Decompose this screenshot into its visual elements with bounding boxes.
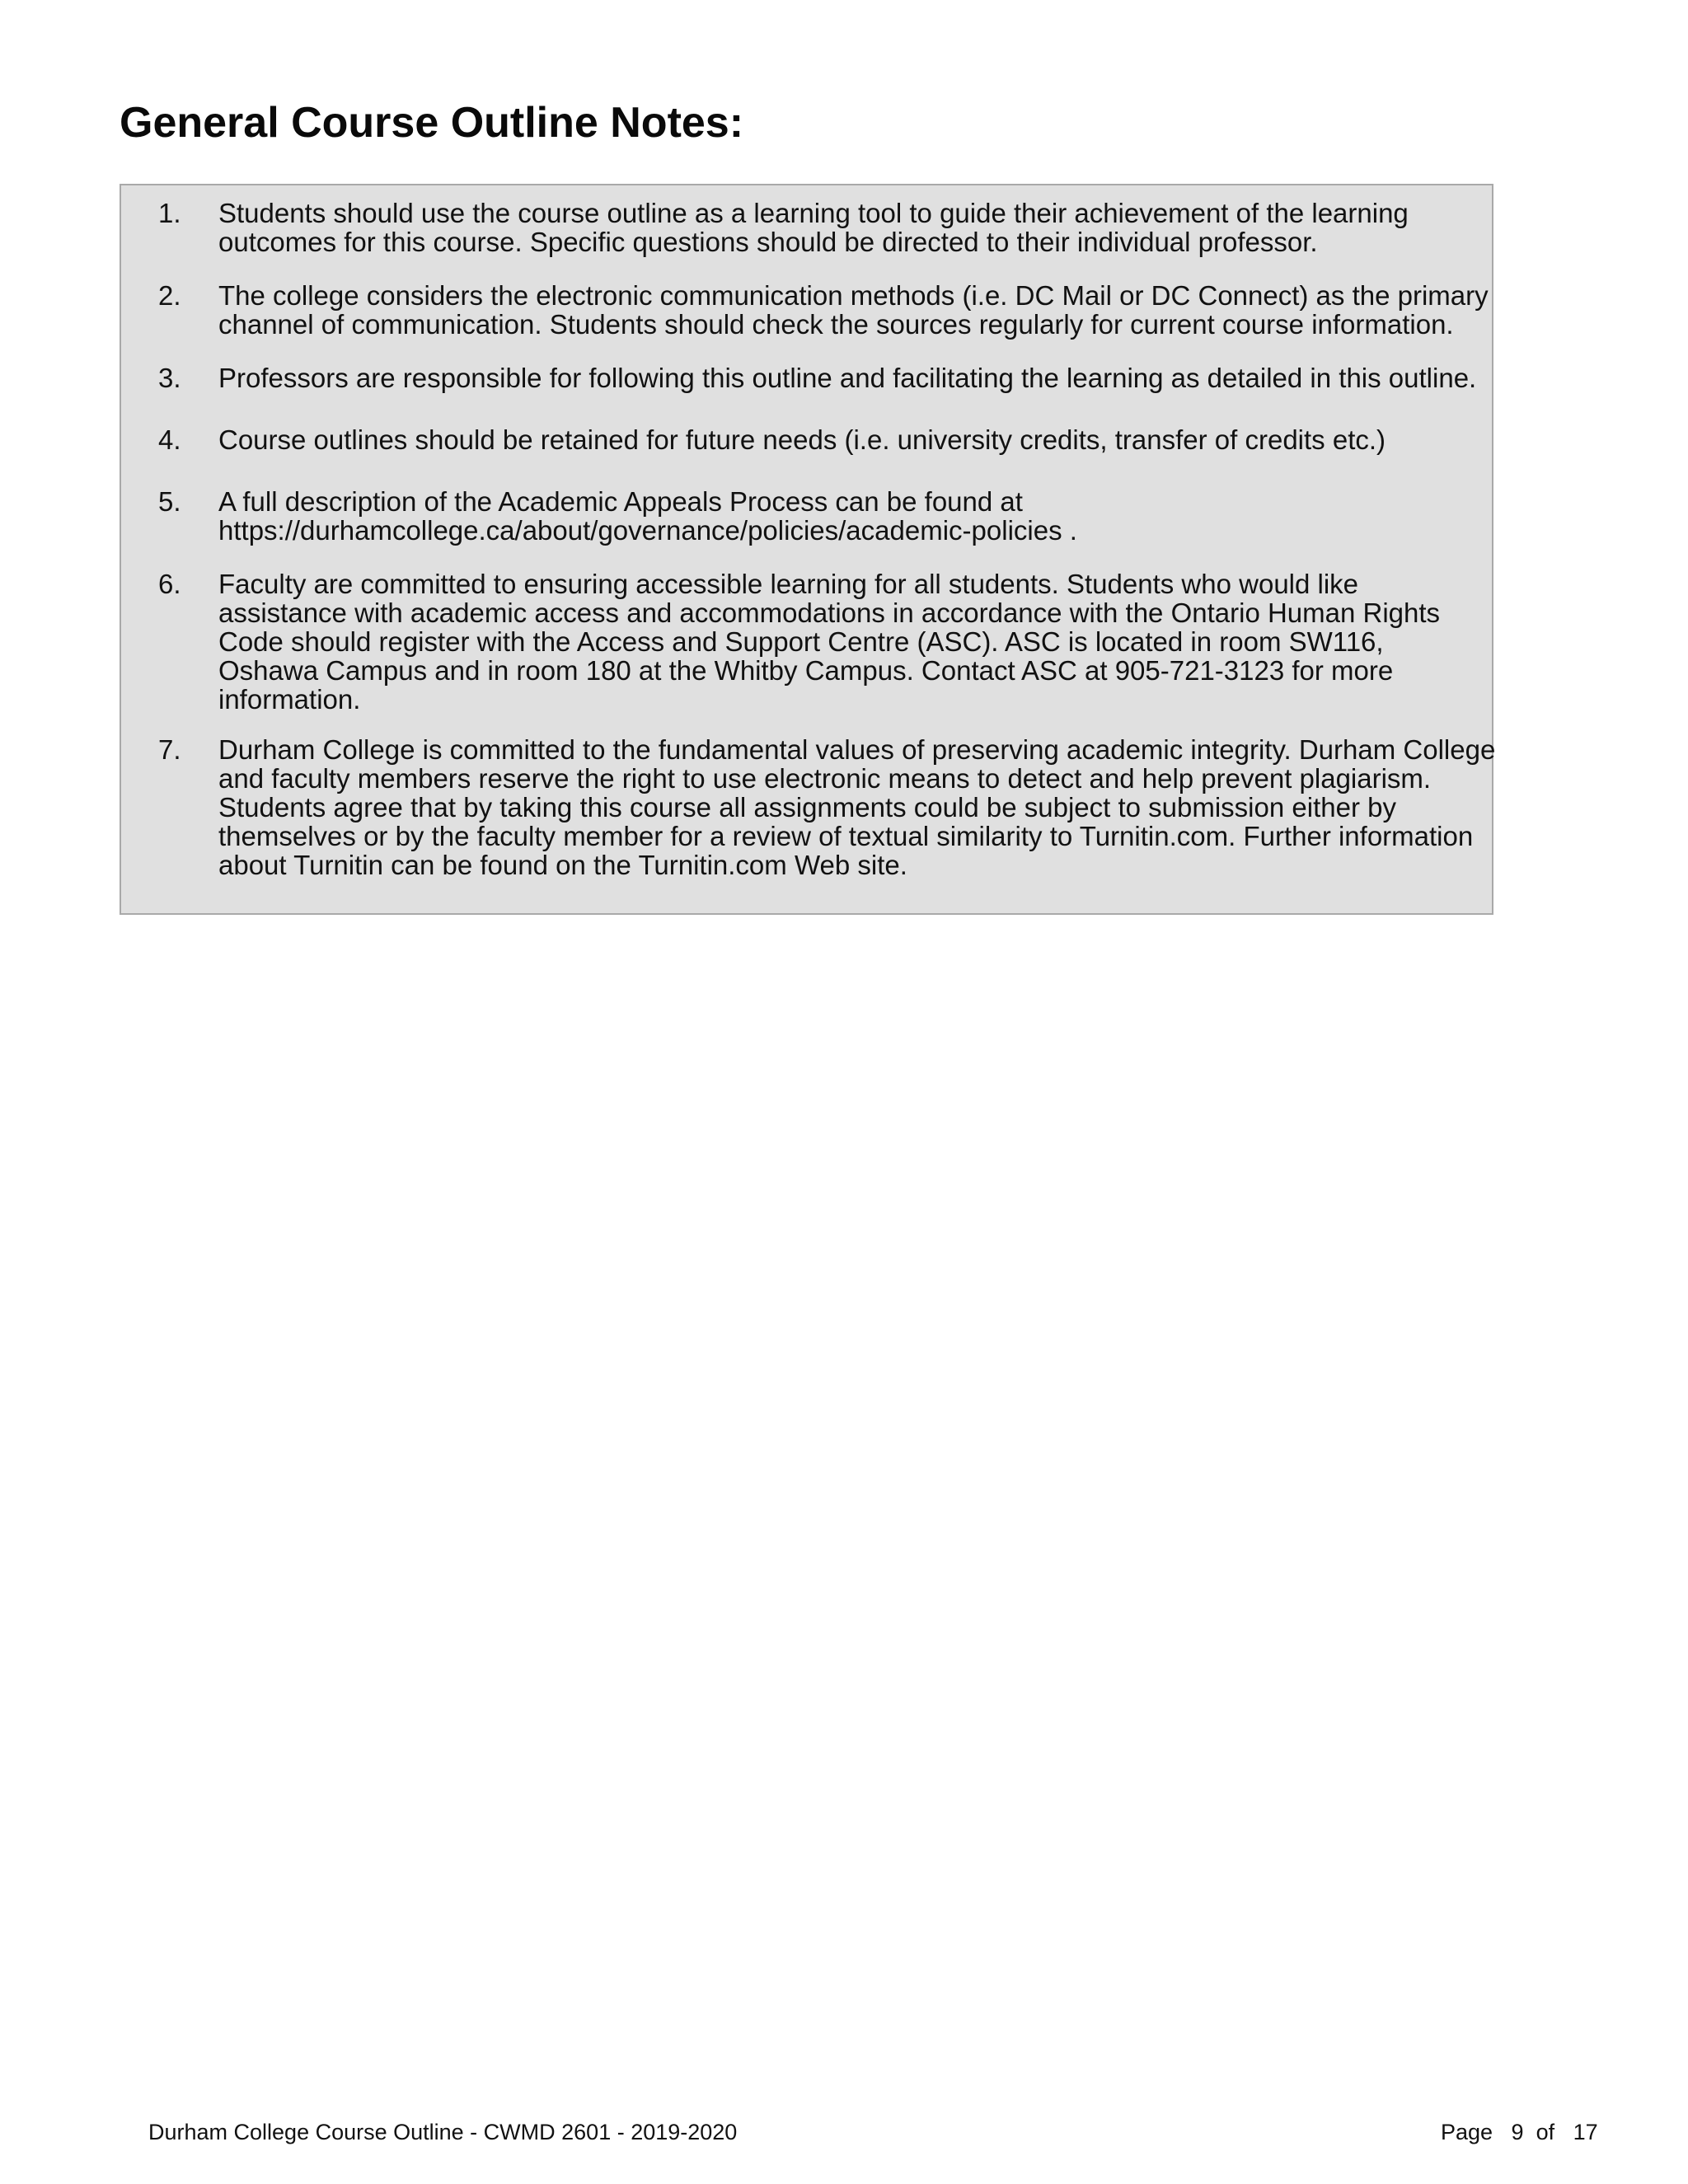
footer-page-number: Page 9 of 17 <box>1441 2120 1598 2144</box>
note-number: 7. <box>158 734 181 765</box>
page-title: General Course Outline Notes: <box>120 99 744 147</box>
course-notes-box <box>120 184 1496 915</box>
footer-course-label: Durham College Course Outline - CWMD 2601 - 2019-2020 <box>148 2120 738 2144</box>
note-text: Faculty are committed to ensuring accessible learning for all students. Students who would like assistance with academic access and accommodations in accordance with the Ontario Human Rights Code should register with the Access and Support Centre (ASC). ASC is located in room SW116, Oshawa Campus and in room 180 at the Whitby Campus. Contact ASC at 905-721-3123 for more information. <box>218 569 1441 715</box>
note-number: 3. <box>158 363 181 393</box>
note-text: The college considers the electronic communication methods (i.e. DC Mail or DC Connect) as the primary channel of communication. Students should check the sources regularly for current course information. <box>218 280 1489 340</box>
note-number: 4. <box>158 424 181 455</box>
note-text: Course outlines should be retained for future needs (i.e. university credits, transfer of credits etc.) <box>218 424 1386 455</box>
note-text: A full description of the Academic Appeals Process can be found at https://durhamcollege.ca/about/governance/policies/academic-policies . <box>218 486 1077 546</box>
note-text: Professors are responsible for following this outline and facilitating the learning as detailed in this outline. <box>218 363 1477 393</box>
note-number: 1. <box>158 198 181 228</box>
note-text: Students should use the course outline as a learning tool to guide their achievement of the learning outcomes for this course. Specific questions should be directed to their individual professor. <box>218 198 1409 257</box>
note-number: 5. <box>158 486 181 517</box>
note-number: 2. <box>158 280 181 311</box>
note-text: Durham College is committed to the fundamental values of preserving academic integrity. Durham College and faculty members reserve the right to use electronic means to detect and help prevent plagiarism. Students agree that by taking this course all assignments could be subject to submission either by themselves or by the faculty member for a review of textual similarity to Turnitin.com. Further information about Turnitin can be found on the Turnitin.com Web site. <box>218 734 1496 880</box>
note-number: 6. <box>158 569 181 599</box>
